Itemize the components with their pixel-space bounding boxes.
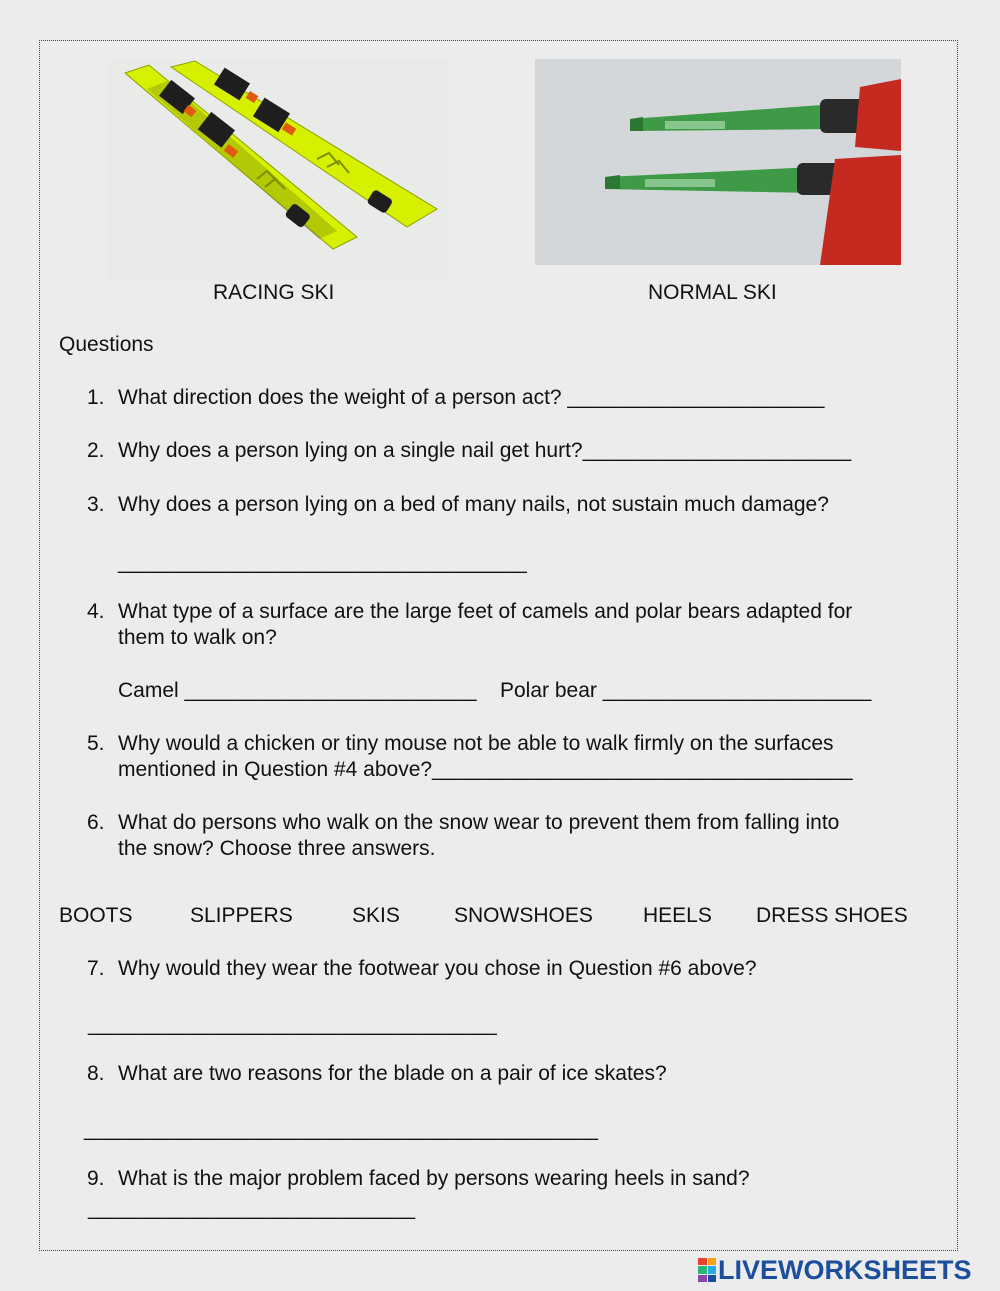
choice-boots[interactable]: BOOTS	[59, 904, 133, 927]
question-number: 4.	[87, 600, 105, 623]
camel-answer-line[interactable]: Camel _________________________	[118, 679, 477, 702]
question-text: Why does a person lying on a single nail get hurt?_______________________	[118, 439, 852, 462]
choice-snowshoes[interactable]: SNOWSHOES	[454, 904, 593, 927]
question-text: Why would they wear the footwear you chose in Question #6 above?	[118, 957, 757, 980]
question-text: What do persons who walk on the snow wear to prevent them from falling into	[118, 811, 840, 834]
question-text: What type of a surface are the large feet of camels and polar bears adapted for	[118, 600, 853, 623]
brand-name: LIVEWORKSHEETS	[718, 1254, 972, 1285]
normal-ski-image	[535, 59, 901, 265]
questions-heading: Questions	[59, 333, 154, 356]
choice-slippers[interactable]: SLIPPERS	[190, 904, 293, 927]
polar-bear-answer-line[interactable]: Polar bear _______________________	[500, 679, 872, 702]
question-text[interactable]: mentioned in Question #4 above?____________________________________	[118, 758, 853, 781]
normal-ski-caption: NORMAL SKI	[648, 281, 777, 304]
question-text: them to walk on?	[118, 626, 277, 649]
racing-ski-image	[107, 59, 450, 279]
question-number: 8.	[87, 1062, 105, 1085]
question-number: 7.	[87, 957, 105, 980]
choice-dress-shoes[interactable]: DRESS SHOES	[756, 904, 908, 927]
liveworksheets-logo	[698, 1254, 972, 1286]
question-text: Why would a chicken or tiny mouse not be able to walk firmly on the surfaces	[118, 732, 834, 755]
racing-ski-caption: RACING SKI	[213, 281, 335, 304]
question-text: Why does a person lying on a bed of many nails, not sustain much damage?	[118, 493, 829, 516]
choice-skis[interactable]: SKIS	[352, 904, 400, 927]
answer-line[interactable]: ____________________________________________	[84, 1118, 598, 1141]
question-text: What direction does the weight of a person act? ______________________	[118, 386, 825, 409]
choice-heels[interactable]: HEELS	[643, 904, 712, 927]
question-number: 3.	[87, 493, 105, 516]
question-number: 5.	[87, 732, 105, 755]
question-number: 9.	[87, 1167, 105, 1190]
question-text: the snow? Choose three answers.	[118, 837, 436, 860]
question-number: 2.	[87, 439, 105, 462]
question-text: What is the major problem faced by persons wearing heels in sand?	[118, 1167, 750, 1190]
question-number: 6.	[87, 811, 105, 834]
answer-line[interactable]: ____________________________	[88, 1197, 416, 1220]
logo-icon	[698, 1258, 716, 1282]
question-number: 1.	[87, 386, 105, 409]
answer-line[interactable]: ___________________________________	[88, 1013, 497, 1036]
answer-line[interactable]: ___________________________________	[118, 551, 527, 574]
question-text: What are two reasons for the blade on a pair of ice skates?	[118, 1062, 667, 1085]
